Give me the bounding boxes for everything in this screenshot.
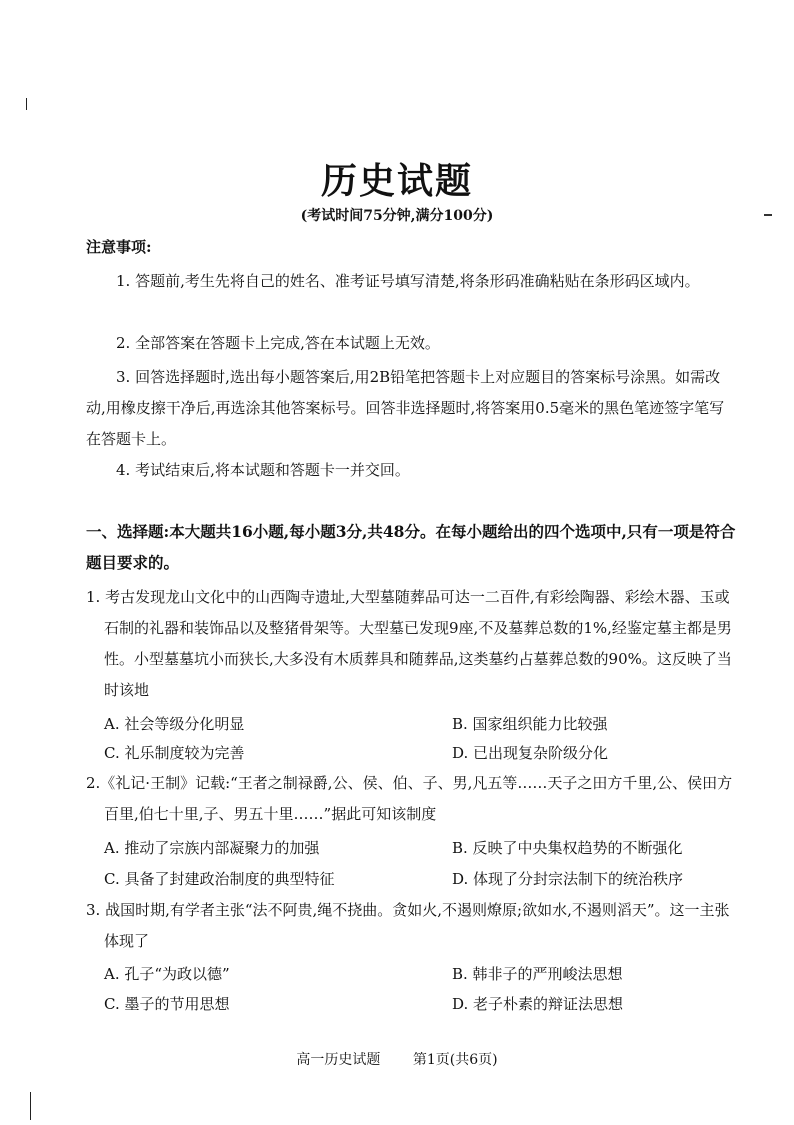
option-d: D. 老子朴素的辩证法思想 bbox=[452, 995, 624, 1013]
question-stem: 1. 考古发现龙山文化中的山西陶寺遗址,大型墓随葬品可达一二百件,有彩绘陶器、彩绘木器、玉或石制的礼器和装饰品以及整猪骨架等。大型墓已发现9座,不及墓葬总数的1%,经鉴定墓主都是男性。小型墓墓坑小而狭长,大多没有木质葬具和随葬品,这类墓约占墓葬总数的90%。这反映了当时该地 bbox=[86, 588, 732, 699]
exam-info: (考试时间75分钟,满分100分) bbox=[300, 208, 494, 224]
option-a: A. 孔子“为政以德” bbox=[104, 965, 230, 983]
page-footer bbox=[0, 1049, 794, 1069]
section-heading: 一、选择题:本大题共16小题,每小题3分,共48分。在每小题给出的四个选项中,只有一项是符合题目要求的。 bbox=[86, 522, 736, 572]
option-a: A. 推动了宗族内部凝聚力的加强 bbox=[104, 839, 320, 857]
option-b: B. 国家组织能力比较强 bbox=[452, 715, 608, 733]
footer-exam-name: 高一历史试题 bbox=[296, 1052, 381, 1068]
notice-item: 1. 答题前,考生先将自己的姓名、准考证号填写清楚,将条形码准确粘贴在条形码区域内。 bbox=[116, 272, 700, 290]
notice-item: 4. 考试结束后,将本试题和答题卡一并交回。 bbox=[116, 461, 410, 479]
option-d: D. 体现了分封宗法制下的统治秩序 bbox=[452, 870, 684, 888]
option-b: B. 韩非子的严刑峻法思想 bbox=[452, 965, 623, 983]
notice-item: 3. 回答选择题时,选出每小题答案后,用2B铅笔把答题卡上对应题目的答案标号涂黑。如需改动,用橡皮擦干净后,再选涂其他答案标号。回答非选择题时,将答案用0.5毫米的黑色笔迹签字笔写在答题卡上。 bbox=[86, 368, 725, 448]
option-d: D. 已出现复杂阶级分化 bbox=[452, 744, 609, 762]
notice-item: 2. 全部答案在答题卡上完成,答在本试题上无效。 bbox=[116, 334, 440, 352]
option-c: C. 具备了封建政治制度的典型特征 bbox=[104, 870, 335, 888]
question-stem: 3. 战国时期,有学者主张“法不阿贵,绳不挠曲。贪如火,不遏则燎原;欲如水,不遏则滔天”。这一主张体现了 bbox=[86, 901, 730, 950]
footer-page-number: 第1页(共6页) bbox=[412, 1052, 498, 1068]
option-c: C. 礼乐制度较为完善 bbox=[104, 744, 245, 762]
notice-heading: 注意事项: bbox=[86, 238, 152, 256]
option-b: B. 反映了中央集权趋势的不断强化 bbox=[452, 839, 683, 857]
page-title: 历史试题 bbox=[320, 160, 473, 202]
left-margin-mark-bottom bbox=[30, 1092, 31, 1120]
option-a: A. 社会等级分化明显 bbox=[104, 715, 245, 733]
option-c: C. 墨子的节用思想 bbox=[104, 995, 230, 1013]
question-stem: 2.《礼记·王制》记载:“王者之制禄爵,公、侯、伯、子、男,凡五等……天子之田方千里,公、侯田方百里,伯七十里,子、男五十里……”据此可知该制度 bbox=[86, 774, 733, 823]
left-margin-mark bbox=[26, 98, 27, 110]
